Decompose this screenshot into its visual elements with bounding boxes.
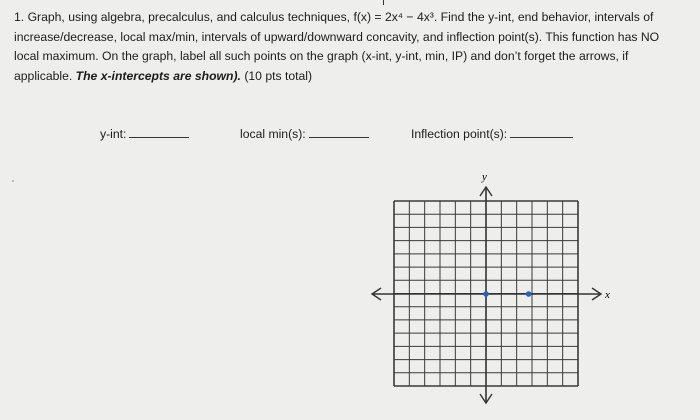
- question-intro: Graph, using algebra, precalculus, and calculus techniques,: [27, 10, 351, 24]
- y-axis-label: y: [482, 171, 487, 183]
- function-expression: f(x) = 2x⁴ − 4x³.: [353, 10, 438, 24]
- question-instructions: Find the y-int, end behavior, intervals of increase/decrease, local max/min, intervals of upward/downward concavity, and inflection point(s). This function has NO local maximum. On the graph, label all such points on the graph (x-int, y-int, min, IP) and don’t forget the arrows, if applicable.: [14, 10, 660, 83]
- inflection-label: Inflection point(s):: [411, 127, 508, 141]
- x-axis-label: x: [605, 289, 610, 301]
- x-intercept-point: [526, 291, 532, 297]
- y-int-label: y-int:: [100, 127, 127, 141]
- local-min-label: local min(s):: [240, 127, 306, 141]
- question-number: 1.: [14, 10, 25, 24]
- points-value: (10 pts total): [244, 68, 313, 83]
- x-intercepts-note: The x-intercepts are shown).: [75, 68, 241, 83]
- x-intercept-point: [483, 291, 489, 297]
